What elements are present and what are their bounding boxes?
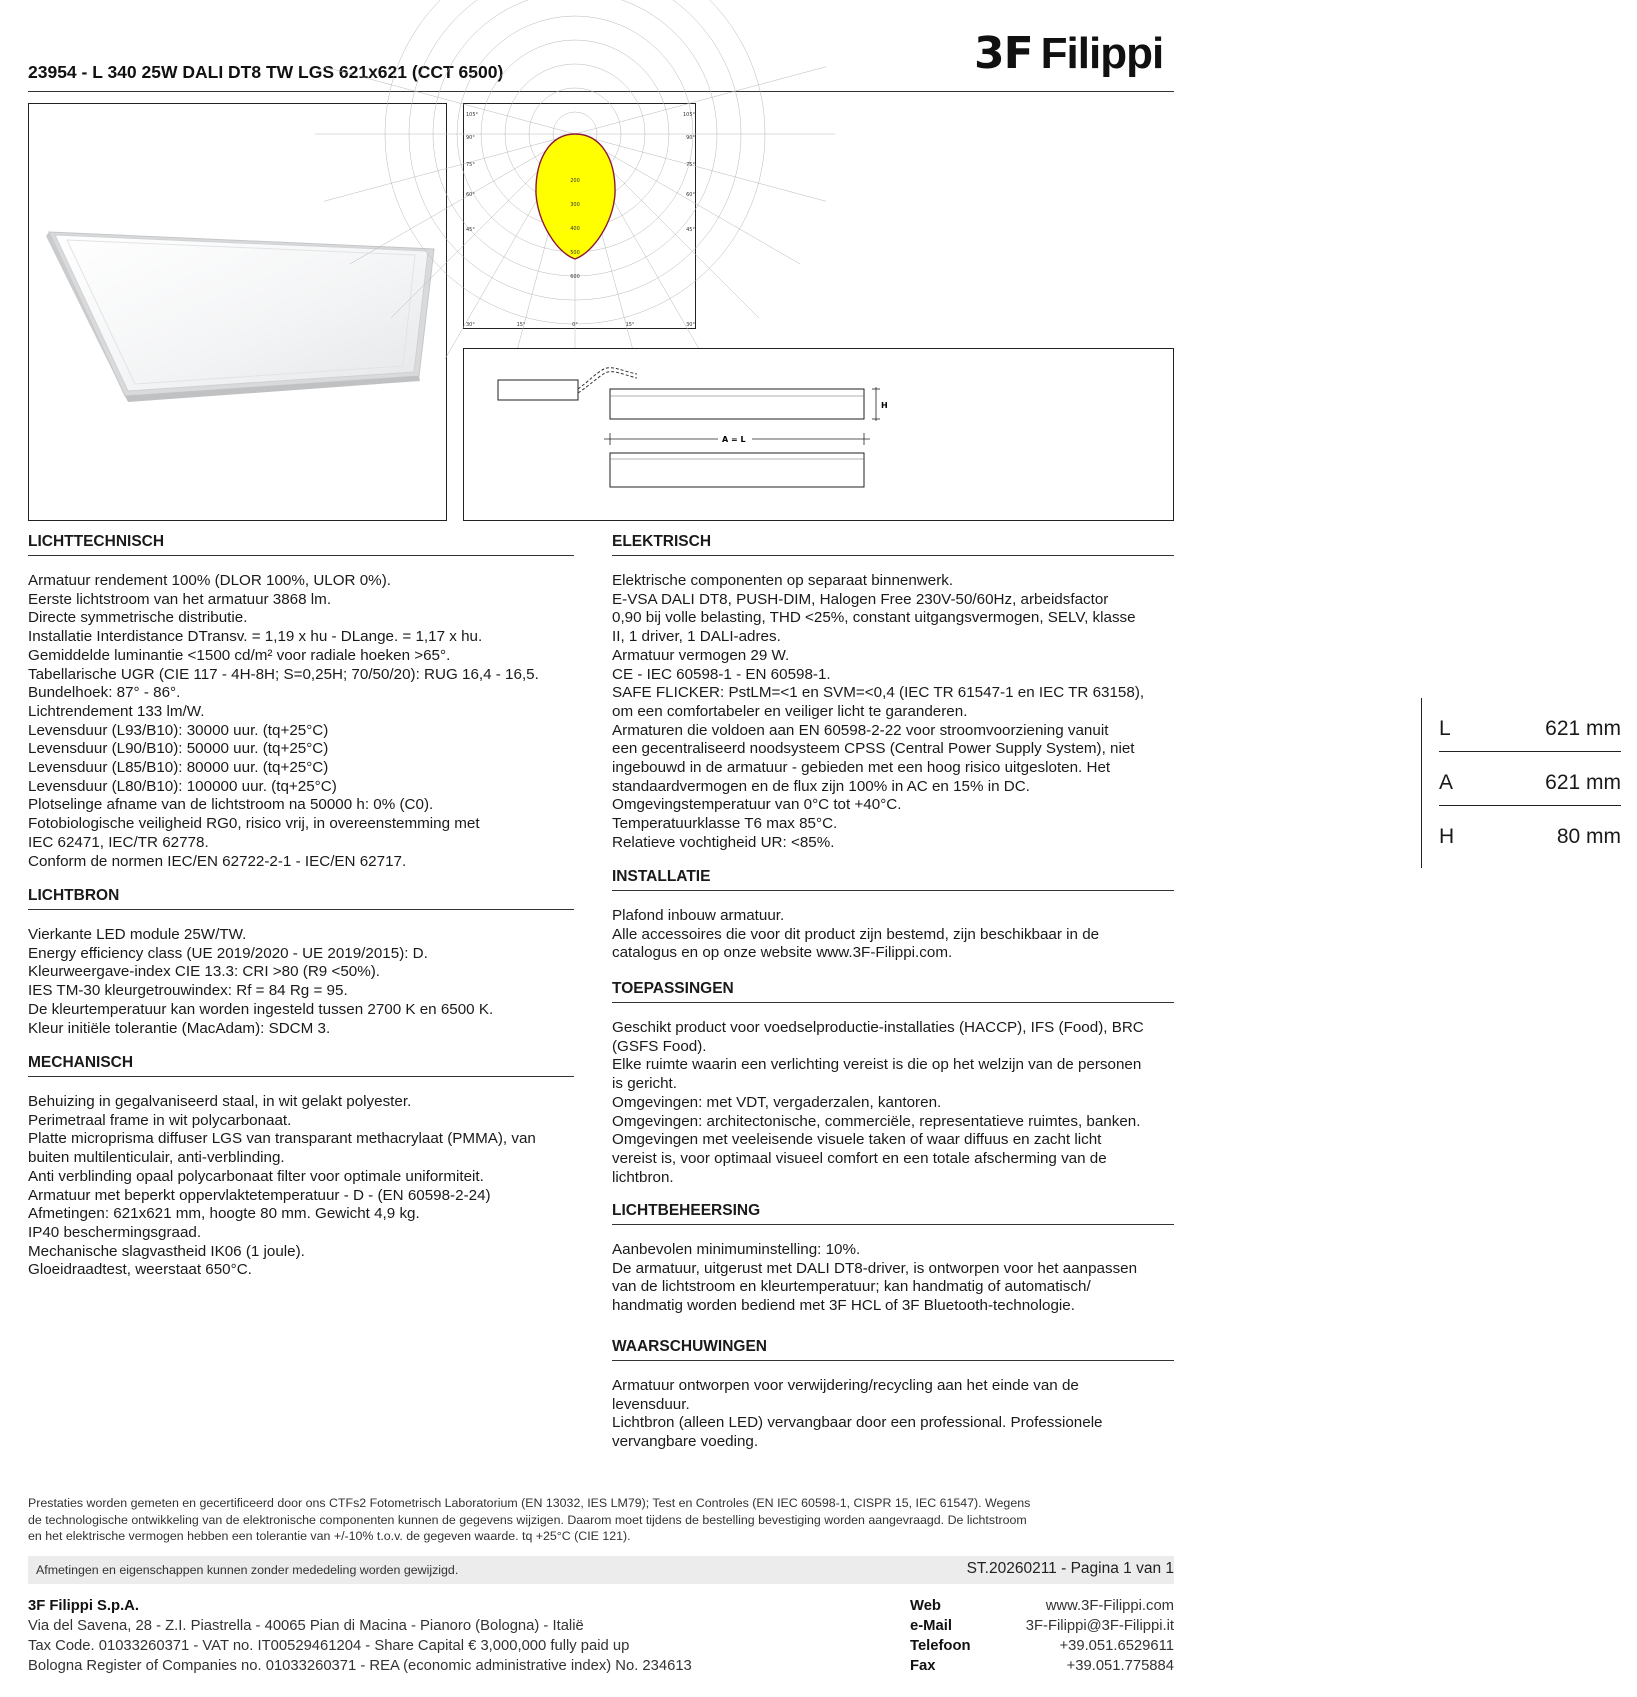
text-line: Anti verblinding opaal polycarbonaat filter voor optimale uniformiteit. [28,1167,484,1185]
text-line: lichtbron. [612,1168,674,1186]
polar-spoke [575,67,826,134]
section-heading: MECHANISCH [28,1052,574,1077]
polar-angle-label: 15° [516,322,526,328]
section-lichttechnisch [28,531,574,871]
text-line: Armatuur ontworpen voor verwijdering/recycling aan het einde van de [612,1377,1079,1394]
text-line: Elektrische componenten op separaat binnenwerk. [612,572,954,589]
contact-value: +39.051.775884 [1066,1658,1174,1674]
text-line: Armaturen die voldoen aan EN 60598-2-22 voor stroomvoorziening vanuit [612,721,1109,739]
company-info [28,1596,692,1676]
text-line: II, 1 driver, 1 DALI-adres. [612,628,781,646]
text-line: Prestaties worden gemeten en gecertificeerd door ons CTFs2 Fotometrisch Laboratorium (EN 13032, IES LM79); Test en Controles (EN IEC 60598-1, CISPR 15, IEC 61547). Wegens [28,1496,1031,1510]
contact-row [910,1616,1174,1636]
text-line: Lichtbron (alleen LED) vervangbaar door een professional. Professionele [612,1414,1103,1432]
text-line: Relatieve vochtigheid UR: <85%. [612,833,835,851]
section-mechanisch [28,1052,574,1280]
text-line: vervangbare voeding. [612,1433,759,1451]
width-label: A = L [722,435,746,444]
text-line: Alle accessoires die voor dit product zijn bestemd, zijn beschikbaar in de [612,925,1100,943]
polar-angle-label: 90° [686,135,695,141]
contact-label: e-Mail [910,1618,952,1634]
polar-radial-label: 500 [570,250,580,256]
logo-text: Filippi [1040,29,1164,78]
polar-angle-label: 0° [572,322,578,328]
contact-value[interactable]: 3F-Filippi@3F-Filippi.it [1025,1618,1174,1634]
light-distribution-curve [536,134,615,259]
text-line: Behuizing in gegalvaniseerd staal, in wit gelakt polyester. [28,1093,412,1110]
brand-logo [974,28,1163,79]
section-heading: LICHTBEHEERSING [612,1200,1174,1225]
contact-row [910,1636,1174,1656]
contact-label: Telefoon [910,1638,971,1654]
text-line: CE - IEC 60598-1 - EN 60598-1. [612,665,831,683]
section-body [612,572,1174,853]
dimension-value: 621 mm [1545,771,1621,794]
text-line: Armatuur met beperkt oppervlaktetemperatuur - D - (EN 60598-2-24) [28,1186,491,1204]
header-divider [28,91,1174,92]
product-title: 23954 - L 340 25W DALI DT8 TW LGS 621x621 (CCT 6500) [28,62,504,82]
section-heading: ELEKTRISCH [612,531,1174,556]
text-line: buiten multilenticulair, anti-verblinding. [28,1149,285,1167]
text-line: Via del Savena, 28 - Z.I. Piastrella - 40065 Pian di Macina - Pianoro (Bologna) - Italië [28,1618,584,1634]
text-line: Mechanische slagvastheid IK06 (1 joule). [28,1242,305,1260]
section-heading: WAARSCHUWINGEN [612,1336,1174,1361]
section-body [612,1019,1174,1187]
text-line: De armatuur, uitgerust met DALI DT8-driver, is ontworpen voor het aanpassen [612,1259,1138,1277]
technical-drawing [464,349,958,520]
text-line: Plafond inbouw armatuur. [612,907,785,924]
text-line: De kleurtemperatuur kan worden ingesteld tussen 2700 K en 6500 K. [28,1000,494,1018]
polar-radial-label: 300 [570,202,580,208]
section-body [612,1377,1174,1452]
text-line: Levensduur (L90/B10): 50000 uur. (tq+25°C) [28,740,329,758]
text-line: standaardvermogen en de flux zijn 100% in AC en 15% in DC. [612,777,1030,795]
page-reference: ST.20260211 - Pagina 1 van 1 [966,1560,1174,1577]
text-line: Omgevingen met veeleisende visuele taken of waar diffuus en zacht licht [612,1131,1102,1149]
text-line: SAFE FLICKER: PstLM=<1 en SVM=<0,4 (IEC TR 61547-1 en IEC TR 63158), [612,684,1145,702]
text-line: Gloeidraadtest, weerstaat 650°C. [28,1261,252,1279]
section-body [28,1093,574,1280]
polar-angle-label: 45° [466,227,475,233]
text-line: de technologische ontwikkeling van de elektronische componenten kunnen de gegevens wijzigen. Daarom moet tijdens de bestelling bevestiging worden aangevraagd. De lichtstroom [28,1512,1027,1527]
dimension-value: 621 mm [1545,717,1621,740]
text-line: Fotobiologische veiligheid RG0, risico vrij, in overeenstemming met [28,815,480,833]
polar-angle-label: 75° [686,162,695,168]
section-body [28,572,574,871]
driver-box [498,380,578,400]
polar-angle-label: 105° [466,112,479,118]
section-lichtbron [28,885,574,1038]
text-line: is gericht. [612,1075,677,1093]
dimension-row [1439,812,1621,860]
text-line: Conform de normen IEC/EN 62722-2-1 - IEC/EN 62717. [28,852,407,870]
contact-list [910,1596,1174,1676]
text-line: Omgevingstemperatuur van 0°C tot +40°C. [612,796,902,814]
text-line: Gemiddelde luminantie <1500 cd/m² voor radiale hoeken >65°. [28,646,451,664]
contact-row [910,1596,1174,1616]
top-view [610,453,864,487]
logo-mark: 3F [974,28,1033,79]
contact-label: Fax [910,1658,936,1674]
dimension-value: 80 mm [1556,825,1621,848]
section-body [612,1241,1174,1316]
text-line: Elke ruimte waarin een verlichting vereist is die op het welzijn van de personen [612,1056,1142,1074]
text-line: ingebouwd in de armatuur - gebieden met een hoog risico uitgesloten. Het [612,759,1111,777]
disclaimer-text: Afmetingen en eigenschappen kunnen zonder mededeling worden gewijzigd. [36,1563,459,1577]
section-heading: TOEPASSINGEN [612,978,1174,1003]
text-line: vereist is, voor optimaal visueel comfort en een totale afscherming van de [612,1149,1107,1167]
text-line: Platte microprisma diffuser LGS van transparant methacrylaat (PMMA), van [28,1130,536,1148]
polar-angle-label: 30° [686,322,695,328]
text-line: 0,90 bij volle belasting, THD <25%, constant uitgangsvermogen, SELV, klasse [612,609,1136,627]
section-lichtbeheersing [612,1200,1174,1316]
dimension-row [1439,758,1621,806]
footnote [28,1495,1174,1545]
text-line: Levensduur (L80/B10): 100000 uur. (tq+25°C) [28,777,337,795]
polar-diagram [463,103,696,329]
text-line: Eerste lichtstroom van het armatuur 3868 lm. [28,590,332,608]
company-address [28,1616,692,1676]
contact-row [910,1656,1174,1676]
dimensions-table [1421,698,1637,868]
text-line: levensduur. [612,1395,690,1413]
text-line: Omgevingen: architectonische, commerciële, representatieve ruimtes, banken. [612,1112,1141,1130]
text-line: Lichtrendement 133 lm/W. [28,702,205,720]
polar-angle-label: 15° [625,322,635,328]
cable [578,368,637,389]
text-line: Aanbevolen minimuminstelling: 10%. [612,1241,861,1258]
text-line: Temperatuurklasse T6 max 85°C. [612,815,838,833]
section-heading: LICHTBRON [28,885,574,910]
section-toepassingen [612,978,1174,1187]
dimension-label: L [1439,717,1451,740]
section-heading: LICHTTECHNISCH [28,531,574,556]
polar-radial-label: 200 [570,178,580,184]
polar-angle-label: 30° [466,322,475,328]
text-line: en het elektrische vermogen hebben een tolerantie van +/-10% t.o.v. de gegeven waarde. tq +25°C (CIE 121). [28,1529,631,1543]
side-view [610,389,864,419]
polar-radial-label: 400 [570,226,580,232]
text-line: Levensduur (L85/B10): 80000 uur. (tq+25°C) [28,759,329,777]
text-line: Energy efficiency class (UE 2019/2020 - UE 2019/2015): D. [28,944,428,962]
text-line: IES TM-30 kleurgetrouwindex: Rf = 84 Rg = 95. [28,982,348,1000]
text-line: Bologna Register of Companies no. 01033260371 - REA (economic administrative index) No. 234613 [28,1658,692,1674]
text-line: Vierkante LED module 25W/TW. [28,926,247,943]
section-installatie [612,866,1174,963]
text-line: van de lichtstroom en kleurtemperatuur; kan handmatig of automatisch/ [612,1278,1091,1296]
product-photo-frame [28,103,447,521]
text-line: (GSFS Food). [612,1037,707,1055]
text-line: Armatuur rendement 100% (DLOR 100%, ULOR 0%). [28,572,391,589]
dimension-row [1439,704,1621,752]
polar-angle-label: 75° [466,162,475,168]
dimension-label: A [1439,771,1454,794]
text-line: Levensduur (L93/B10): 30000 uur. (tq+25°C) [28,721,329,739]
dimension-label: H [1439,825,1455,848]
polar-angle-label: 90° [466,135,475,141]
contact-label: Web [910,1598,941,1614]
text-line: Installatie Interdistance DTransv. = 1,19 x hu - DLange. = 1,17 x hu. [28,628,483,646]
text-line: IEC 62471, IEC/TR 62778. [28,833,209,851]
disclaimer-bar [28,1556,1174,1584]
text-line: E-VSA DALI DT8, PUSH-DIM, Halogen Free 230V-50/60Hz, arbeidsfactor [612,590,1109,608]
section-heading: INSTALLATIE [612,866,1174,891]
company-name: 3F Filippi S.p.A. [28,1598,139,1614]
text-line: Tax Code. 01033260371 - VAT no. IT00529461204 - Share Capital € 3,000,000 fully paid up [28,1638,630,1654]
text-line: Omgevingen: met VDT, vergaderzalen, kantoren. [612,1093,942,1111]
text-line: IP40 beschermingsgraad. [28,1223,202,1241]
section-body [28,926,574,1038]
polar-angle-label: 105° [682,112,695,118]
text-line: om een comfortabeler en veiliger licht te garanderen. [612,702,968,720]
polar-angle-label: 60° [686,192,695,198]
polar-angle-label: 60° [466,192,475,198]
text-line: Kleur initiële tolerantie (MacAdam): SDCM 3. [28,1019,331,1037]
contact-value: +39.051.6529611 [1059,1638,1174,1654]
text-line: Tabellarische UGR (CIE 117 - 4H-8H; S=0,25H; 70/50/20): RUG 16,4 - 16,5. [28,665,539,683]
section-elektrisch [612,531,1174,853]
text-line: Directe symmetrische distributie. [28,609,248,627]
section-waarschuwingen [612,1336,1174,1452]
text-line: handmatig worden bediend met 3F HCL of 3F Bluetooth-technologie. [612,1297,1075,1315]
contact-value[interactable]: www.3F-Filippi.com [1045,1598,1174,1614]
text-line: Bundelhoek: 87° - 86°. [28,684,181,702]
product-photo [29,104,448,522]
height-label: H [881,401,888,410]
text-line: Perimetraal frame in wit polycarbonaat. [28,1111,292,1129]
section-body [612,907,1174,963]
text-line: Armatuur vermogen 29 W. [612,646,790,664]
text-line: Kleurweergave-index CIE 13.3: CRI >80 (R9 <50%). [28,963,381,981]
text-line: Afmetingen: 621x621 mm, hoogte 80 mm. Gewicht 4,9 kg. [28,1205,420,1223]
text-line: Geschikt product voor voedselproductie-installaties (HACCP), IFS (Food), BRC [612,1019,1144,1036]
text-line: een gecentraliseerd noodsysteem CPSS (Central Power Supply System), niet [612,740,1135,758]
text-line: catalogus en op onze website www.3F-Filippi.com. [612,944,953,962]
text-line: Plotselinge afname van de lichtstroom na 50000 h: 0% (C0). [28,796,434,814]
polar-angle-label: 45° [686,227,695,233]
polar-radial-label: 600 [570,274,580,280]
